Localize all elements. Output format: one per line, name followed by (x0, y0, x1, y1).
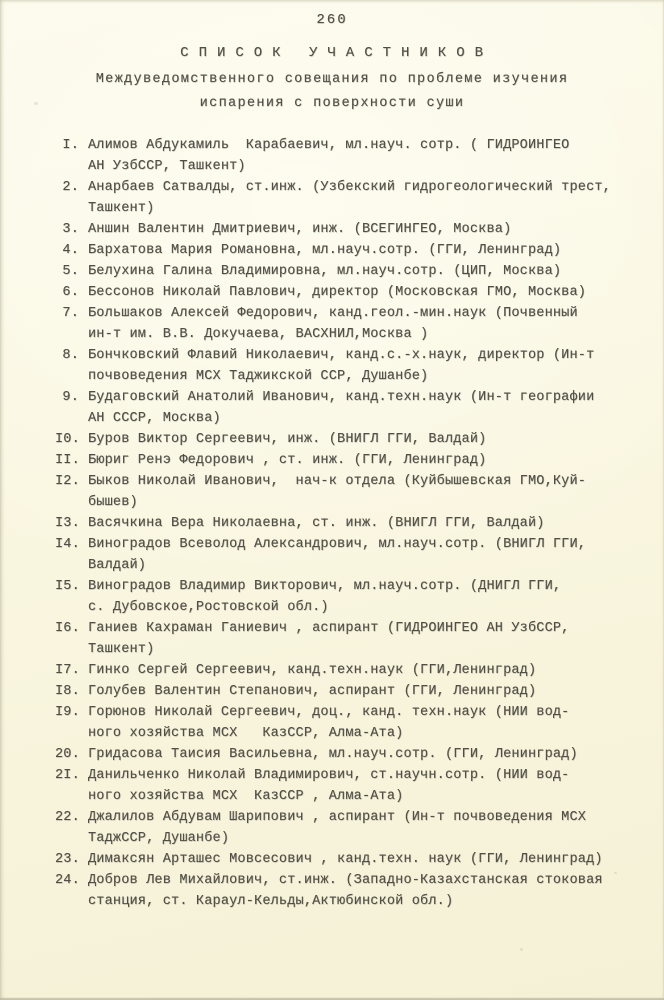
entry-text-line: Голубев Валентин Степанович, аспирант (ГГИ, Ленинград) (88, 684, 537, 699)
list-item (55, 807, 636, 849)
entry-text-line: бышев) (88, 495, 138, 510)
subtitle-line-2: испарения с поверхности суши (199, 96, 465, 111)
entry-number: I8. (55, 684, 80, 699)
entry-text-line: Бархатова Мария Романовна, мл.науч.сотр. (ГГИ, Ленинград) (88, 243, 562, 258)
list-item (55, 849, 636, 870)
participant-list (55, 135, 636, 912)
entry-text-line: Буров Виктор Сергеевич, инж. (ВНИГЛ ГГИ, Валдай) (88, 432, 487, 447)
entry-text (88, 534, 636, 576)
entry-text (88, 807, 636, 849)
list-item (55, 177, 636, 219)
entry-text (88, 135, 636, 177)
entry-text-line: станция, ст. Караул-Кельды,Актюбинской обл.) (88, 894, 454, 909)
list-item (55, 282, 636, 303)
entry-number: 9. (62, 390, 79, 405)
entry-text-line: Данильченко Николай Владимирович, ст.научн.сотр. (НИИ вод- (88, 768, 570, 783)
entry-text-line: Бюриг Ренэ Федорович , ст. инж. (ГГИ, Ленинград) (88, 453, 487, 468)
paper-speckle (520, 948, 523, 951)
entry-text-line: с. Дубовское,Ростовской обл.) (88, 600, 329, 615)
entry-text (88, 471, 636, 513)
list-item (55, 387, 636, 429)
list-item (55, 765, 636, 807)
entry-text-line: Гридасова Таисия Васильевна, мл.науч.сотр. (ГГИ, Ленинград) (88, 747, 578, 762)
entry-text (88, 702, 636, 744)
entry-number: 2. (62, 180, 79, 195)
entry-number: 3. (62, 222, 79, 237)
entry-text (88, 870, 636, 912)
entry-text-line: ного хозяйства МСХ КазССР , Алма-Ата) (88, 789, 404, 804)
page-number: 260 (316, 12, 348, 28)
entry-number: 4. (62, 243, 79, 258)
entry-text (88, 513, 636, 534)
entry-text-line: Ташкент) (88, 642, 155, 657)
entry-text (88, 429, 636, 450)
list-item (55, 618, 636, 660)
entry-text-line: Васячкина Вера Николаевна, ст. инж. (ВНИГЛ ГГИ, Валдай) (88, 516, 545, 531)
list-item (55, 576, 636, 618)
entry-text-line: Бончковский Флавий Николаевич, канд.с.-х.наук, директор (Ин-т (88, 348, 595, 363)
entry-number: I4. (55, 537, 80, 552)
entry-text (88, 282, 636, 303)
entry-text (88, 765, 636, 807)
list-item (55, 702, 636, 744)
entry-text-line: Аншин Валентин Дмитриевич, инж. (ВСЕГИНГЕО, Москва) (88, 222, 512, 237)
entry-number: 6. (62, 285, 79, 300)
entry-number: II. (55, 453, 80, 468)
list-item (55, 681, 636, 702)
list-item (55, 135, 636, 177)
entry-number: I9. (55, 705, 80, 720)
entry-text-line: Виноградов Всеволод Александрович, мл.науч.сотр. (ВНИГЛ ГГИ, (88, 537, 587, 552)
entry-text-line: почвоведения МСХ Таджикской ССР, Душанбе) (88, 369, 429, 384)
entry-text-line: Ташкент) (88, 201, 155, 216)
entry-number: 22. (55, 810, 80, 825)
entry-number: 2I. (55, 768, 80, 783)
entry-text (88, 345, 636, 387)
entry-text-line: Горюнов Николай Сергеевич, доц., канд. техн.наук (НИИ вод- (88, 705, 570, 720)
list-item (55, 219, 636, 240)
entry-number: I3. (55, 516, 80, 531)
list-item (55, 534, 636, 576)
subtitle-line-1: Междуведомственного совещания по проблеме изучения (95, 72, 569, 87)
entry-text-line: АН УзбССР, Ташкент) (88, 159, 246, 174)
entry-number: 23. (55, 852, 80, 867)
entry-text-line: Валдай) (88, 558, 147, 573)
entry-text-line: Виноградов Владимир Викторович, мл.науч.сотр. (ДНИГЛ ГГИ, (88, 579, 562, 594)
entry-text (88, 177, 636, 219)
entry-text-line: Джалилов Абдувам Шарипович , аспирант (Ин-т почвоведения МСХ (88, 810, 587, 825)
entry-text (88, 660, 636, 681)
list-item (55, 240, 636, 261)
entry-number: I5. (55, 579, 80, 594)
entry-text-line: ин-т им. В.В. Докучаева, ВАСХНИЛ,Москва ) (88, 327, 429, 342)
entry-text-line: Быков Николай Иванович, нач-к отдела (Куйбышевская ГМО,Куй- (88, 474, 587, 489)
entry-text-line: Белухина Галина Владимировна, мл.науч.сотр. (ЦИП, Москва) (88, 264, 562, 279)
entry-text (88, 681, 636, 702)
entry-number: I2. (55, 474, 80, 489)
entry-number: I6. (55, 621, 80, 636)
entry-number: I. (62, 138, 79, 153)
list-item (55, 429, 636, 450)
entry-number: 24. (55, 873, 80, 888)
entry-number: 7. (62, 306, 79, 321)
entry-text (88, 744, 636, 765)
list-item (55, 513, 636, 534)
list-item (55, 303, 636, 345)
entry-text-line: Добров Лев Михайлович, ст.инж. (Западно-Казахстанская стоковая (88, 873, 603, 888)
entry-text (88, 618, 636, 660)
entry-text (88, 849, 636, 870)
entry-number: 5. (62, 264, 79, 279)
entry-text (88, 303, 636, 345)
entry-text-line: Димаксян Арташес Мовсесович , канд.техн. наук (ГГИ, Ленинград) (88, 852, 603, 867)
entry-text-line: Бессонов Николай Павлович, директор (Московская ГМО, Москва) (88, 285, 587, 300)
entry-text (88, 450, 636, 471)
entry-number: 20. (55, 747, 80, 762)
entry-text-line: АН СССР, Москва) (88, 411, 221, 426)
list-item (55, 744, 636, 765)
entry-text (88, 576, 636, 618)
list-item (55, 471, 636, 513)
entry-text (88, 261, 636, 282)
entry-text-line: Будаговский Анатолий Иванович, канд.техн.наук (Ин-т географии (88, 390, 595, 405)
entry-text (88, 387, 636, 429)
entry-text-line: Анарбаев Сатвалды, ст.инж. (Узбекский гидрогеологический трест, (88, 180, 611, 195)
entry-number: I0. (55, 432, 80, 447)
entry-text-line: Ганиев Кахраман Ганиевич , аспирант (ГИДРОИНГЕО АН УзбССР, (88, 621, 570, 636)
entry-text (88, 240, 636, 261)
list-item (55, 660, 636, 681)
entry-text (88, 219, 636, 240)
page-title: С П И С О К У Ч А С Т Н И К О В (180, 45, 484, 61)
entry-text-line: ТаджССР, Душанбе) (88, 831, 230, 846)
entry-text-line: Большаков Алексей Федорович, канд.геол.-мин.наук (Почвенный (88, 306, 578, 321)
entry-text-line: ного хозяйства МСХ КазССР, Алма-Ата) (88, 726, 404, 741)
list-item (55, 450, 636, 471)
list-item (55, 345, 636, 387)
list-item (55, 870, 636, 912)
list-item (55, 261, 636, 282)
entry-text-line: Алимов Абдукамиль Карабаевич, мл.науч. сотр. ( ГИДРОИНГЕО (88, 138, 570, 153)
entry-number: I7. (55, 663, 80, 678)
entry-text-line: Гинко Сергей Сергеевич, канд.техн.наук (ГГИ,Ленинград) (88, 663, 537, 678)
entry-number: 8. (62, 348, 79, 363)
